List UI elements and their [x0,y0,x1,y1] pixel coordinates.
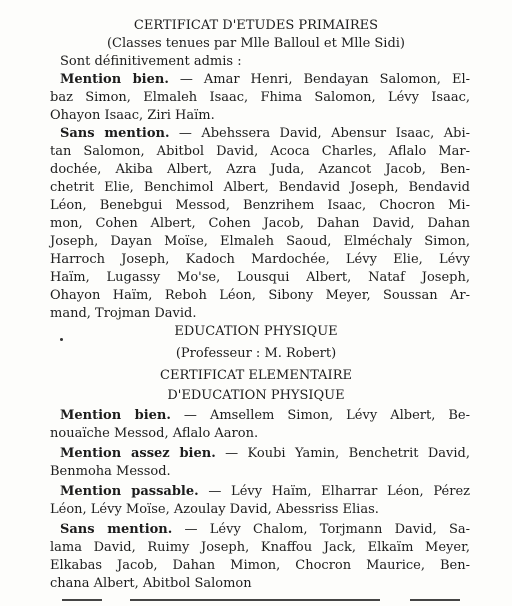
ep-mention-passable-label: Mention passable. [60,484,199,499]
sans-mention-line-3: dochée, Akiba Albert, Azra Juda, Azancot Jacob, Ben- [50,162,470,177]
cert-title-line-1: CERTIFICAT ELEMENTAIRE [160,368,352,383]
sans-mention-line-10: Ohayon Haïm, Reboh Léon, Sibony Meyer, Soussan Ar- [50,288,470,303]
sans-mention-line-9: Haïm, Lugassy Mo'se, Lousqui Albert, Nataf Joseph, [50,270,470,285]
section-subtitle-professeur: (Professeur : M. Robert) [175,346,337,361]
sans-mention-line-6: mon, Cohen Albert, Cohen Jacob, Dahan David, Dahan [50,216,470,231]
mention-bien-line-1: Mention bien. — Amar Henri, Bendayan Salomon, El- [60,72,470,87]
mention-bien-line-3: Ohayon Isaac, Ziri Haïm. [50,108,215,123]
sans-mention-line-5: Léon, Benebgui Messod, Benzrihem Isaac, Chocron Mi- [50,198,470,213]
ep-mention-assez-bien-line-2: Benmoha Messod. [50,464,171,479]
sans-mention-line-7: Joseph, Dayan Moïse, Elmaleh Saoud, Elméchaly Simon, [50,234,470,249]
intro-text: Sont définitivement admis : [60,54,242,69]
cert-title-line-2: D'EDUCATION PHYSIQUE [167,388,345,403]
sans-mention-label: Sans mention. [60,126,170,141]
ep-sans-mention-label: Sans mention. [60,522,173,537]
ep-mention-bien-label: Mention bien. [60,408,171,423]
bottom-rule-left [62,599,102,601]
sans-mention-line-2: tan Salomon, Abitbol David, Acoca Charles, Aflalo Mar- [50,144,470,159]
sans-mention-line-11: mand, Trojman David. [50,306,197,321]
bottom-rule-center [130,599,380,601]
ep-mention-assez-bien-label: Mention assez bien. [60,446,216,461]
ep-mention-bien-line-2: nouaïche Messod, Aflalo Aaron. [50,426,259,441]
ep-sans-mention-line-2: lama David, Ruimy Joseph, Knaffou Jack, Elkaïm Meyer, [50,540,470,555]
bottom-rule-right [410,599,460,601]
sans-mention-line-1: Sans mention. — Abehssera David, Abensur Isaac, Abi- [60,126,470,141]
ep-mention-assez-bien-line-1: Mention assez bien. — Koubi Yamin, Benchetrit David, [60,446,470,461]
sans-mention-line-4: chetrit Elie, Benchimol Albert, Bendavid Joseph, Bendavid [50,180,470,195]
ep-sans-mention-line-1: Sans mention. — Lévy Chalom, Torjmann David, Sa- [60,522,470,537]
ep-mention-passable-line-1: Mention passable. — Lévy Haïm, Elharrar Léon, Pérez [60,484,470,499]
mention-bien-label: Mention bien. [60,72,169,87]
ep-sans-mention-line-4: chana Albert, Abitbol Salomon [50,576,252,591]
section-title-education-physique: EDUCATION PHYSIQUE [174,324,338,339]
ink-speck [60,338,63,341]
section-subtitle-classes: (Classes tenues par Mlle Balloul et Mlle Sidi) [106,36,406,51]
ep-mention-bien-line-1: Mention bien. — Amsellem Simon, Lévy Albert, Be- [60,408,471,423]
mention-bien-line-2: baz Simon, Elmaleh Isaac, Fhima Salomon, Lévy Isaac, [50,90,470,105]
ep-sans-mention-line-3: Elkabas Jacob, Dahan Mimon, Chocron Maurice, Ben- [50,558,470,573]
ep-mention-passable-line-2: Léon, Lévy Moïse, Azoulay David, Abessriss Elias. [50,502,379,517]
sans-mention-line-8: Harroch Joseph, Kadoch Mardochée, Lévy Elie, Lévy [50,252,470,267]
section-title-cep: CERTIFICAT D'ETUDES PRIMAIRES [133,18,379,33]
